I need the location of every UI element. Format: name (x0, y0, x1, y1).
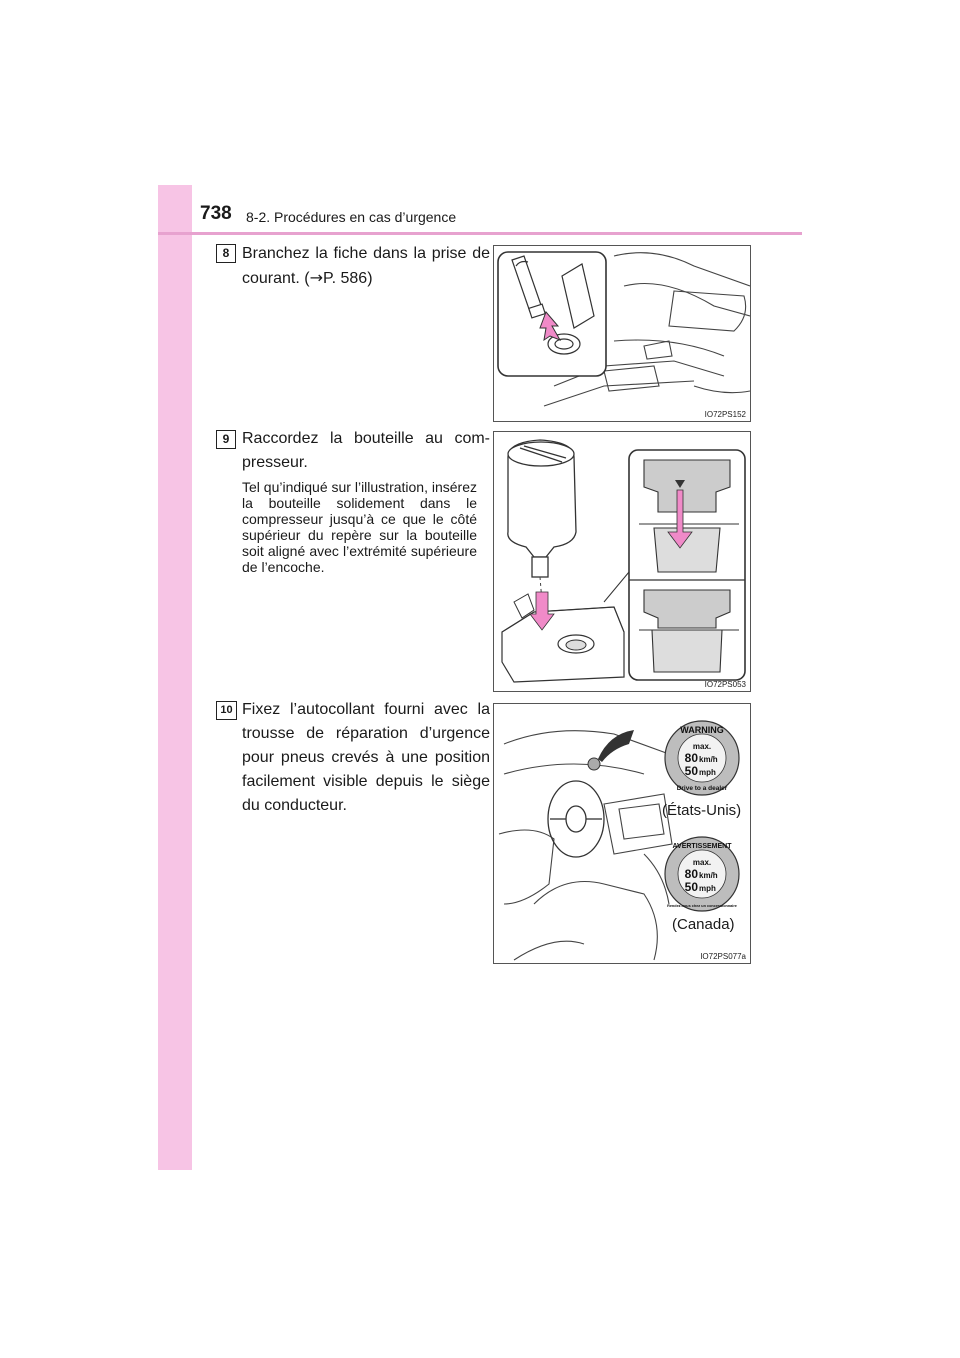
header-rule (158, 232, 802, 235)
figure-code: IO72PS053 (704, 680, 746, 689)
sticker-us-ring-text: WARNING (680, 725, 724, 735)
sticker-ca-kmh-value: 80 (684, 867, 698, 881)
sticker-ca-mph-value: 50 (684, 880, 698, 894)
sticker-us-kmh-unit: km/h (699, 755, 718, 764)
sticker-us-ring-bottom: Drive to a dealer (676, 785, 728, 792)
section-title: 8-2. Procédures en cas d’urgence (246, 209, 457, 225)
figure-code: IO72PS077a (700, 952, 746, 961)
step-8-text (242, 242, 490, 291)
sticker-canada (663, 834, 741, 914)
link-arrow-icon: → (309, 268, 323, 287)
figure-code: IO72PS152 (704, 410, 746, 419)
page-number: 738 (200, 203, 232, 224)
step-8-text-body: Branchez la fiche dans la prise de courant. ( (242, 245, 490, 287)
sticker-ca-kmh-unit: km/h (699, 871, 718, 880)
label-canada: (Canada) (672, 916, 735, 933)
side-accent-band (158, 185, 192, 1170)
sticker-ca-ring-text: AVERTISSEMENT (672, 843, 732, 850)
label-us: (États-Unis) (662, 802, 742, 819)
sticker-us (663, 718, 741, 798)
step-badge-9: 9 (216, 430, 236, 449)
figure-bottle-compressor (493, 431, 751, 692)
sticker-us-mph-value: 50 (684, 764, 698, 778)
steering-wheel-icon (548, 781, 604, 857)
sticker-us-kmh-value: 80 (684, 751, 698, 765)
sealant-bottle-icon (508, 440, 576, 577)
step-9-text: Raccordez la bouteille au com-presseur. (242, 430, 490, 471)
sticker-ca-ring-bottom: Rendez-vous chez un concessionnaire (667, 904, 737, 908)
sticker-ca-max: max. (692, 858, 712, 867)
step-badge-8: 8 (216, 244, 236, 263)
sticker-ca-mph-unit: mph (699, 884, 716, 893)
step-badge-10: 10 (216, 701, 237, 720)
figure-plug-socket (493, 245, 751, 422)
sticker-us-max: max. (692, 742, 712, 751)
figure-sticker-placement (493, 703, 751, 964)
page-link[interactable]: P. 586) (323, 270, 373, 287)
step-10-text: Fixez l’autocollant fourni avec la trousse de réparation d’urgence pour pneus crevés à une position facilement visible depuis le siège du conducteur. (242, 701, 490, 814)
step-9-note: Tel qu’indiqué sur l’illustration, insérez la bouteille solidement dans le compresseur jusqu’à ce que le côté supérieur du repère sur la bouteille soit aligné avec l’extrémité supérieure de l’encoche. (242, 479, 478, 575)
sticker-us-mph-unit: mph (699, 768, 716, 777)
